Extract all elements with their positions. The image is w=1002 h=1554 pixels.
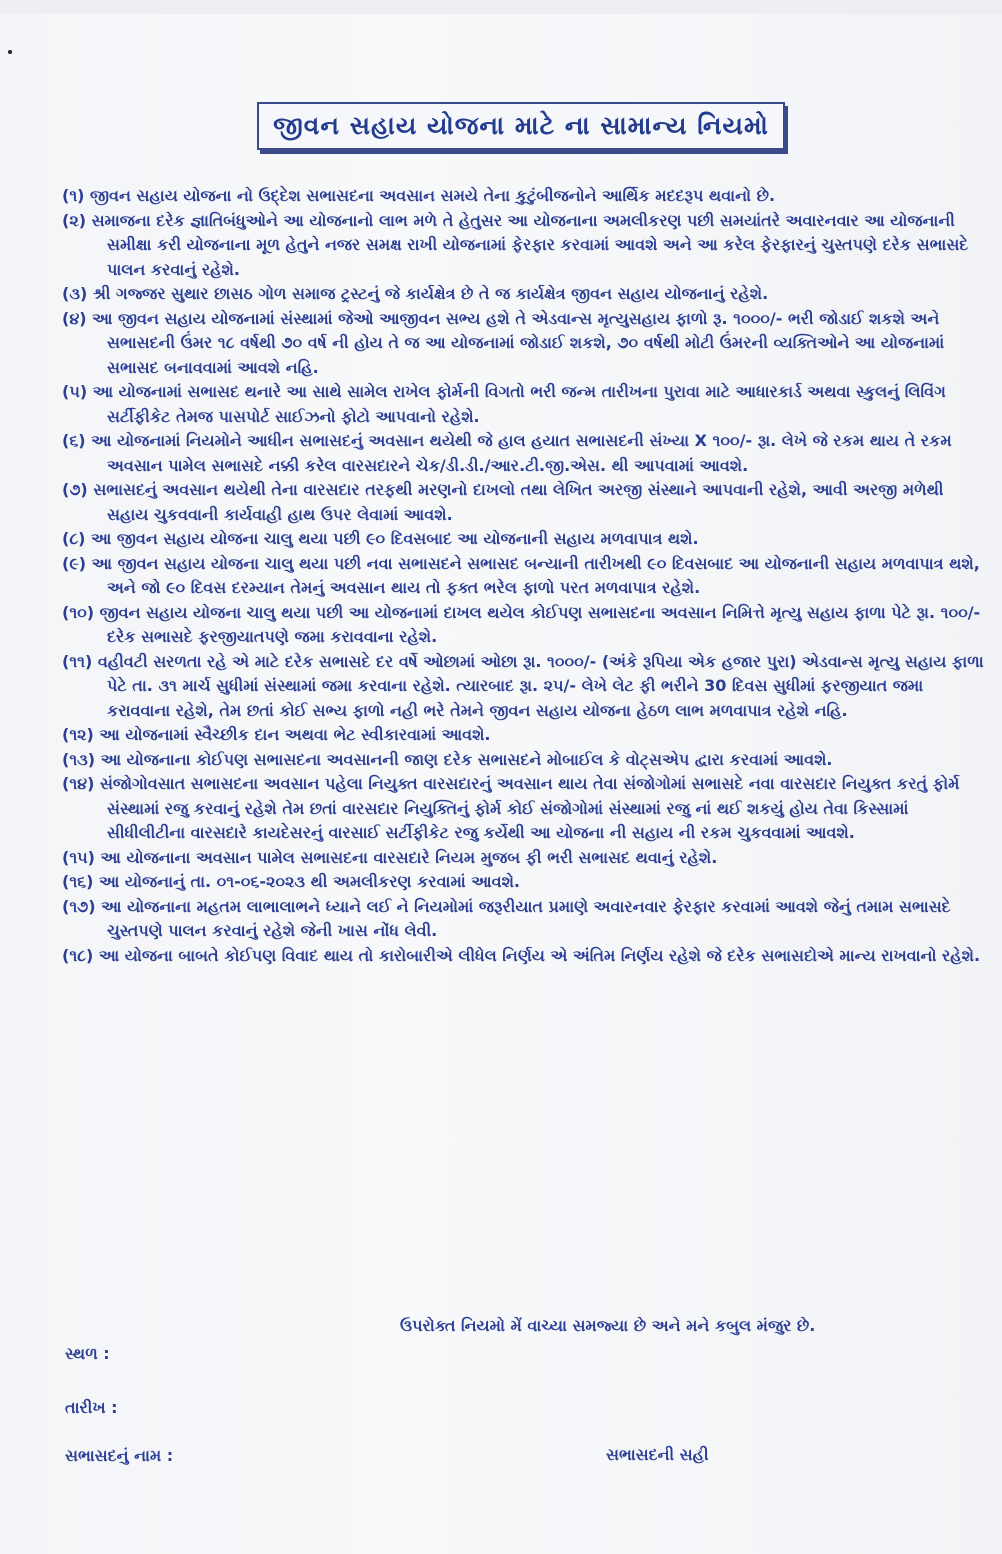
- rule-item: (૭) સભાસદનું અવસાન થયેથી તેના વારસદાર તરફથી મરણનો દાખલો તથા લેખિત અરજી સંસ્થાને આપવાની રહેશે, આવી અરજી મળેથી સહાય ચુકવવાની કાર્યવાહી હાથ ઉપર લેવામાં આવશે.: [62, 480, 944, 524]
- rule-item: (૧૩) આ યોજનાના કોઈપણ સભાસદના અવસાનની જાણ દરેક સભાસદને મોબાઈલ કે વોટ્સએપ દ્વારા કરવામાં આવશે.: [62, 749, 833, 769]
- rule-item: (૧૭) આ યોજનાના મહતમ લાભાલાભને ધ્યાને લઈ ને નિયમોમાં જરૂરીયાત પ્રમાણે અવારનવાર ફેરફાર કરવામાં આવશે જેનું તમામ સભાસદે ચુસ્તપણે પાલન કરવાનું રહેશે જેની ખાસ નોંધ લેવી.: [62, 896, 951, 940]
- rule-item: (૫) આ યોજનામાં સભાસદ થનારે આ સાથે સામેલ રાખેલ ફોર્મની વિગતો ભરી જન્મ તારીખના પુરાવા માટે આધારકાર્ડ અથવા સ્કુલનું લિવિંગ સર્ટીફીકેટ તેમજ પાસપોર્ટ સાઈઝનો ફોટો આપવાનો રહેશે.: [62, 382, 946, 426]
- rule-item: (૩) શ્રી ગજ્જર સુથાર છાસઠ ગોળ સમાજ ટ્રસ્ટનું જે કાર્યક્ષેત્ર છે તે જ કાર્યક્ષેત્ર જીવન સહાય યોજનાનું રહેશે.: [62, 284, 769, 303]
- rule-item: (૧૪) સંજોગોવસાત સભાસદના અવસાન પહેલા નિયુક્ત વારસદારનું અવસાન થાય તેવા સંજોગોમાં સભાસદે નવા વારસદાર નિયુક્ત કરતું ફોર્મ સંસ્થામાં રજુ કરવાનું રહેશે તેમ છતાં વારસદાર નિયુક્તિનું ફોર્મ કોઈ સંજોગોમાં સંસ્થામાં રજુ નાં થઈ શકયું હોય તેવા કિસ્સામાં સીધીલીટીના વારસદારે કાયદેસરનું વારસાઈ સર્ટીફીકેટ રજુ કર્યેથી આ યોજના ની સહાય ની રકમ ચુકવવામાં આવશે.: [62, 774, 960, 842]
- title-text: જીવન સહાય યોજના માટે ના સામાન્ય નિયમો: [273, 111, 769, 140]
- member-name-field-label: સભાસદનું નામ :: [65, 1446, 174, 1465]
- rule-item: (૮) આ જીવન સહાય યોજના ચાલુ થયા પછી ૯૦ દિવસબાદ આ યોજનાની સહાય મળવાપાત્ર થશે.: [62, 529, 699, 548]
- rule-item: (૧૨) આ યોજનામાં સ્વૈચ્છીક દાન અથવા ભેટ સ્વીકારવામાં આવશે.: [62, 725, 491, 744]
- declaration-text: ઉપરોક્ત નિયમો મેં વાચ્યા સમજ્યા છે અને મને કબુલ મંજુર છે.: [400, 1316, 816, 1335]
- rule-item: (૨) સમાજના દરેક જ્ઞાતિબંધુઓને આ યોજનાનો લાભ મળે તે હેતુસર આ યોજનાના અમલીકરણ પછી સમયાંતરે અવારનવાર આ યોજનાની સમીક્ષા કરી યોજનાના મૂળ હેતુને નજર સમક્ષ રાખી યોજનામાં ફેરફાર કરવામાં આવશે અને આ કરેલ ફેરફારનું ચુસ્તપણે દરેક સભાસદે પાલન કરવાનું રહેશે.: [62, 210, 969, 279]
- rule-item: (૬) આ યોજનામાં નિયમોને આધીન સભાસદનું અવસાન થયેથી જે હાલ હયાત સભાસદની સંખ્યા X ૧૦૦/- રૂા. લેખે જે રકમ થાય તે રકમ અવસાન પામેલ સભાસદે નક્કી કરેલ વારસદારને ચેક/ડી.ડી./આર.ટી.જી.એસ. થી આપવામાં આવશે.: [62, 431, 952, 475]
- rule-item: (૯) આ જીવન સહાય યોજના ચાલુ થયા પછી નવા સભાસદને સભાસદ બન્યાની તારીખથી ૯૦ દિવસબાદ આ યોજનાની સહાય મળવાપાત્ર થશે, અને જો ૯૦ દિવસ દરમ્યાન તેમનું અવસાન થાય તો ફક્ત ભરેલ ફાળો પરત મળવાપાત્ર રહેશે.: [62, 553, 980, 597]
- date-field-label: તારીખ :: [65, 1398, 118, 1417]
- ink-dot: [8, 50, 12, 54]
- document-title: [257, 102, 785, 150]
- rule-item: (૪) આ જીવન સહાય યોજનામાં સંસ્થામાં જેઓ આજીવન સભ્ય હશે તે એડવાન્સ મૃત્યુસહાય ફાળો રૂ. ૧૦૦૦/- ભરી જોડાઈ શકશે અને સભાસદની ઉંમર ૧૮ વર્ષથી ૭૦ વર્ષ ની હોય તે જ આ યોજનામાં જોડાઈ શકશે, ૭૦ વર્ષથી મોટી ઉંમરની વ્યક્તિઓને આ યોજનામાં સભાસદ બનાવવામાં આવશે નહિ.: [62, 308, 945, 377]
- rule-item: (૧૧) વહીવટી સરળતા રહે એ માટે દરેક સભાસદે દર વર્ષે ઓછામાં ઓછા રૂા. ૧૦૦૦/- (અંકે રૂપિયા એક હજાર પુરા) એડવાન્સ મૃત્યુ સહાય ફાળા પેટે તા. ૩૧ માર્ચ સુધીમાં સંસ્થામાં જમા કરવાના રહેશે. ત્યારબાદ રૂા. ૨૫/- લેખે લેટ ફી ભરીને 30 દિવસ સુધીમાં ફરજીયાત જમા કરાવવાના રહેશે, તેમ છતાં કોઈ સભ્ય ફાળો નહી ભરે તેમને જીવન સહાય યોજના હેઠળ લાભ મળવાપાત્ર રહેશે નહિ.: [62, 651, 984, 720]
- rule-item: (૧૦) જીવન સહાય યોજના ચાલુ થયા પછી આ યોજનામાં દાખલ થયેલ કોઈપણ સભાસદના અવસાન નિમિત્તે મૃત્યુ સહાય ફાળા પેટે રૂા. ૧૦૦/- દરેક સભાસદે ફરજીયાતપણે જમા કરાવવાના રહેશે.: [62, 602, 981, 646]
- rules-list: [62, 184, 987, 968]
- rule-item: (૧૫) આ યોજનાના અવસાન પામેલ સભાસદના વારસદારે નિયમ મુજબ ફી ભરી સભાસદ થવાનું રહેશે.: [62, 847, 718, 867]
- rule-item: (૧) જીવન સહાય યોજના નો ઉદ્દેશ સભાસદના અવસાન સમયે તેના કુટુંબીજનોને આર્થિક મદદરૂપ થવાનો છે.: [62, 186, 776, 205]
- rule-item: (૧૮) આ યોજના બાબતે કોઈપણ વિવાદ થાય તો કારોબારીએ લીધેલ નિર્ણય એ અંતિમ નિર્ણય રહેશે જે દરેક સભાસદોએ માન્ય રાખવાનો રહેશે.: [62, 945, 981, 965]
- rule-item: (૧૬) આ યોજનાનું તા. ૦૧-૦૬-૨૦૨૩ થી અમલીકરણ કરવામાં આવશે.: [62, 872, 520, 891]
- member-signature-label: સભાસદની સહી: [606, 1445, 709, 1464]
- place-field-label: સ્થળ :: [65, 1344, 110, 1363]
